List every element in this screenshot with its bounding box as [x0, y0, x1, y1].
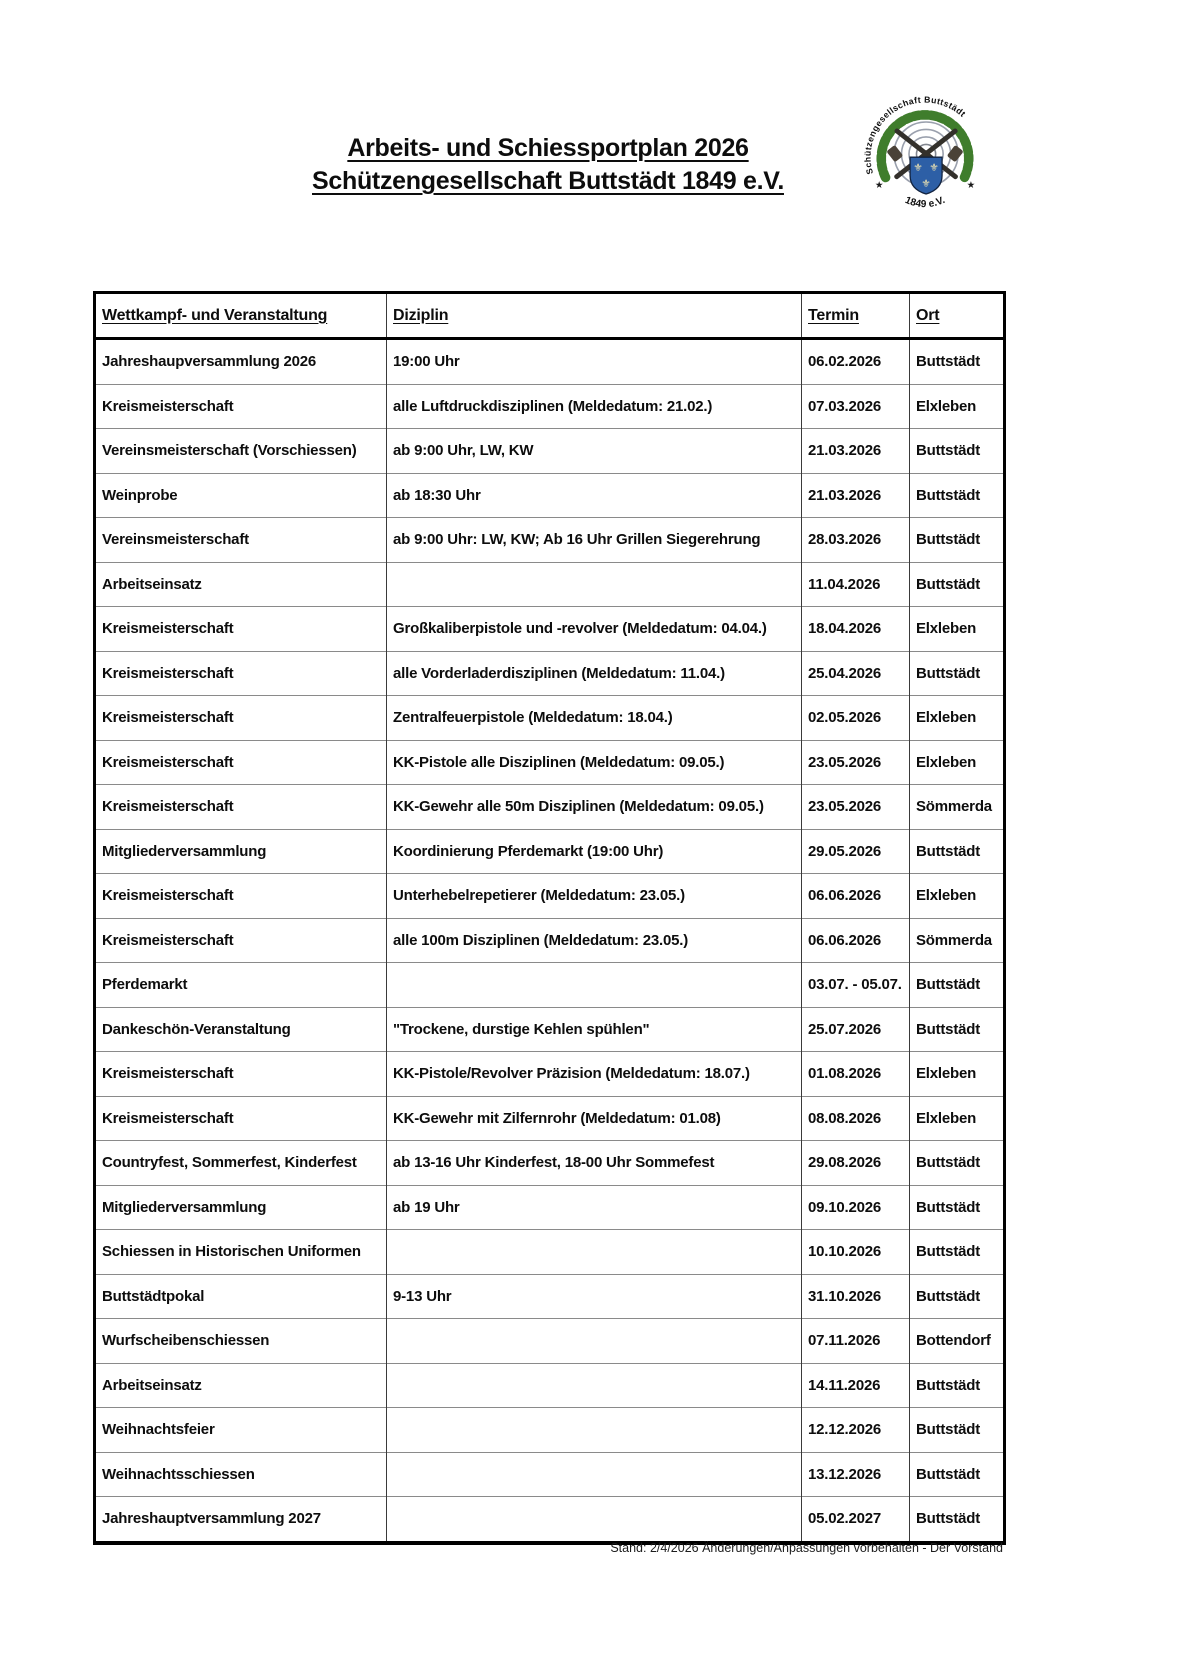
- termin-cell: 07.03.2026: [802, 384, 910, 429]
- diziplin-cell: 9-13 Uhr: [387, 1274, 802, 1319]
- svg-text:⚜: ⚜: [929, 161, 939, 175]
- table-row: [95, 1452, 1005, 1497]
- table-row: [95, 1408, 1005, 1453]
- termin-cell: 29.05.2026: [802, 829, 910, 874]
- termin-cell: 28.03.2026: [802, 518, 910, 563]
- col-header-event: Wettkampf- und Veranstaltung: [95, 293, 387, 339]
- event-cell: Countryfest, Sommerfest, Kinderfest: [95, 1141, 387, 1186]
- ort-cell: Elxleben: [910, 696, 1005, 741]
- diziplin-cell: KK-Gewehr mit Zilfernrohr (Meldedatum: 01.08): [387, 1096, 802, 1141]
- table-row: [95, 918, 1005, 963]
- termin-cell: 14.11.2026: [802, 1363, 910, 1408]
- table-row: [95, 829, 1005, 874]
- ort-cell: Elxleben: [910, 874, 1005, 919]
- table-row: [95, 785, 1005, 830]
- table-row: [95, 1007, 1005, 1052]
- ort-cell: Elxleben: [910, 607, 1005, 652]
- event-cell: Vereinsmeisterschaft: [95, 518, 387, 563]
- termin-cell: 06.02.2026: [802, 339, 910, 385]
- table-row: [95, 740, 1005, 785]
- ort-cell: Buttstädt: [910, 1363, 1005, 1408]
- event-cell: Kreismeisterschaft: [95, 1052, 387, 1097]
- ort-cell: Buttstädt: [910, 1452, 1005, 1497]
- col-header-termin: Termin: [802, 293, 910, 339]
- star-left-icon: ★: [874, 180, 884, 192]
- diziplin-cell: [387, 1363, 802, 1408]
- diziplin-cell: [387, 1230, 802, 1275]
- table-row: [95, 1052, 1005, 1097]
- diziplin-cell: ab 9:00 Uhr, LW, KW: [387, 429, 802, 474]
- termin-cell: 02.05.2026: [802, 696, 910, 741]
- shield-icon: [910, 157, 942, 194]
- termin-cell: 25.04.2026: [802, 651, 910, 696]
- table-row: [95, 963, 1005, 1008]
- termin-cell: 06.06.2026: [802, 918, 910, 963]
- diziplin-cell: alle 100m Disziplinen (Meldedatum: 23.05.): [387, 918, 802, 963]
- table-row: [95, 696, 1005, 741]
- event-cell: Weihnachtsfeier: [95, 1408, 387, 1453]
- diziplin-cell: ab 13-16 Uhr Kinderfest, 18-00 Uhr Sommefest: [387, 1141, 802, 1186]
- diziplin-cell: [387, 1452, 802, 1497]
- event-cell: Weihnachtsschiessen: [95, 1452, 387, 1497]
- ort-cell: Buttstädt: [910, 829, 1005, 874]
- diziplin-cell: KK-Pistole alle Disziplinen (Meldedatum: 09.05.): [387, 740, 802, 785]
- table-row: [95, 562, 1005, 607]
- termin-cell: 10.10.2026: [802, 1230, 910, 1275]
- diziplin-cell: Koordinierung Pferdemarkt (19:00 Uhr): [387, 829, 802, 874]
- table-row: [95, 1185, 1005, 1230]
- ort-cell: Sömmerda: [910, 785, 1005, 830]
- ort-cell: Buttstädt: [910, 651, 1005, 696]
- diziplin-cell: Unterhebelrepetierer (Meldedatum: 23.05.): [387, 874, 802, 919]
- ort-cell: Buttstädt: [910, 518, 1005, 563]
- termin-cell: 18.04.2026: [802, 607, 910, 652]
- diziplin-cell: [387, 562, 802, 607]
- event-cell: Kreismeisterschaft: [95, 918, 387, 963]
- table-row: [95, 1497, 1005, 1543]
- event-cell: Kreismeisterschaft: [95, 785, 387, 830]
- diziplin-cell: alle Vorderladerdisziplinen (Meldedatum: 11.04.): [387, 651, 802, 696]
- diziplin-cell: alle Luftdruckdisziplinen (Meldedatum: 21.02.): [387, 384, 802, 429]
- event-cell: Jahreshauptversammlung 2027: [95, 1497, 387, 1543]
- table-row: [95, 1363, 1005, 1408]
- event-cell: Buttstädtpokal: [95, 1274, 387, 1319]
- termin-cell: 29.08.2026: [802, 1141, 910, 1186]
- table-row: [95, 384, 1005, 429]
- ort-cell: Buttstädt: [910, 963, 1005, 1008]
- schedule-table: [93, 291, 1006, 1545]
- table-row: [95, 1230, 1005, 1275]
- star-right-icon: ★: [966, 180, 976, 192]
- ort-cell: Buttstädt: [910, 1007, 1005, 1052]
- ort-cell: Buttstädt: [910, 1497, 1005, 1543]
- termin-cell: 31.10.2026: [802, 1274, 910, 1319]
- col-header-diziplin: Diziplin: [387, 293, 802, 339]
- logo-ring-text: Schützengesellschaft Buttstädt: [862, 94, 968, 176]
- event-cell: Vereinsmeisterschaft (Vorschiessen): [95, 429, 387, 474]
- ort-cell: Buttstädt: [910, 429, 1005, 474]
- diziplin-cell: "Trockene, durstige Kehlen spühlen": [387, 1007, 802, 1052]
- event-cell: Arbeitseinsatz: [95, 1363, 387, 1408]
- ort-cell: Sömmerda: [910, 918, 1005, 963]
- termin-cell: 08.08.2026: [802, 1096, 910, 1141]
- footer-note: Stand: 2/4/2026 Änderungen/Anpassungen vorbehalten - Der Vorstand: [610, 1541, 1003, 1555]
- diziplin-cell: [387, 1497, 802, 1543]
- termin-cell: 07.11.2026: [802, 1319, 910, 1364]
- ort-cell: Elxleben: [910, 384, 1005, 429]
- termin-cell: 11.04.2026: [802, 562, 910, 607]
- termin-cell: 25.07.2026: [802, 1007, 910, 1052]
- table-header-row: [95, 293, 1005, 339]
- table-row: [95, 473, 1005, 518]
- ort-cell: Buttstädt: [910, 562, 1005, 607]
- ort-cell: Bottendorf: [910, 1319, 1005, 1364]
- event-cell: Jahreshaupversammlung 2026: [95, 339, 387, 385]
- ort-cell: Buttstädt: [910, 473, 1005, 518]
- termin-cell: 12.12.2026: [802, 1408, 910, 1453]
- table-row: [95, 1141, 1005, 1186]
- table-row: [95, 874, 1005, 919]
- diziplin-cell: [387, 1319, 802, 1364]
- termin-cell: 21.03.2026: [802, 473, 910, 518]
- diziplin-cell: Zentralfeuerpistole (Meldedatum: 18.04.): [387, 696, 802, 741]
- ort-cell: Buttstädt: [910, 339, 1005, 385]
- svg-text:⚜: ⚜: [921, 177, 931, 191]
- ort-cell: Buttstädt: [910, 1408, 1005, 1453]
- diziplin-cell: KK-Pistole/Revolver Präzision (Meldedatum: 18.07.): [387, 1052, 802, 1097]
- club-logo: [861, 90, 989, 218]
- table-row: [95, 429, 1005, 474]
- diziplin-cell: ab 19 Uhr: [387, 1185, 802, 1230]
- ort-cell: Elxleben: [910, 1052, 1005, 1097]
- ort-cell: Buttstädt: [910, 1141, 1005, 1186]
- table-row: [95, 607, 1005, 652]
- table-row: [95, 651, 1005, 696]
- event-cell: Arbeitseinsatz: [95, 562, 387, 607]
- table-row: [95, 1274, 1005, 1319]
- table-row: [95, 339, 1005, 385]
- termin-cell: 23.05.2026: [802, 740, 910, 785]
- diziplin-cell: ab 9:00 Uhr: LW, KW; Ab 16 Uhr Grillen Siegerehrung: [387, 518, 802, 563]
- diziplin-cell: [387, 963, 802, 1008]
- diziplin-cell: 19:00 Uhr: [387, 339, 802, 385]
- ort-cell: Buttstädt: [910, 1230, 1005, 1275]
- event-cell: Wurfscheibenschiessen: [95, 1319, 387, 1364]
- title-line-1: Arbeits- und Schiessportplan 2026: [347, 134, 749, 162]
- termin-cell: 03.07. - 05.07.: [802, 963, 910, 1008]
- event-cell: Mitgliederversammlung: [95, 829, 387, 874]
- event-cell: Schiessen in Historischen Uniformen: [95, 1230, 387, 1275]
- event-cell: Dankeschön-Veranstaltung: [95, 1007, 387, 1052]
- termin-cell: 05.02.2027: [802, 1497, 910, 1543]
- table-row: [95, 1096, 1005, 1141]
- termin-cell: 21.03.2026: [802, 429, 910, 474]
- logo-year-text: 1849 e.V.: [903, 194, 947, 211]
- termin-cell: 09.10.2026: [802, 1185, 910, 1230]
- event-cell: Kreismeisterschaft: [95, 607, 387, 652]
- col-header-ort: Ort: [910, 293, 1005, 339]
- termin-cell: 23.05.2026: [802, 785, 910, 830]
- event-cell: Pferdemarkt: [95, 963, 387, 1008]
- table-row: [95, 518, 1005, 563]
- termin-cell: 13.12.2026: [802, 1452, 910, 1497]
- diziplin-cell: [387, 1408, 802, 1453]
- event-cell: Kreismeisterschaft: [95, 740, 387, 785]
- ort-cell: Buttstädt: [910, 1185, 1005, 1230]
- svg-text:⚜: ⚜: [913, 161, 923, 175]
- event-cell: Kreismeisterschaft: [95, 1096, 387, 1141]
- diziplin-cell: ab 18:30 Uhr: [387, 473, 802, 518]
- event-cell: Kreismeisterschaft: [95, 651, 387, 696]
- ort-cell: Elxleben: [910, 1096, 1005, 1141]
- event-cell: Kreismeisterschaft: [95, 874, 387, 919]
- event-cell: Mitgliederversammlung: [95, 1185, 387, 1230]
- event-cell: Kreismeisterschaft: [95, 696, 387, 741]
- title-line-2: Schützengesellschaft Buttstädt 1849 e.V.: [312, 167, 784, 195]
- termin-cell: 06.06.2026: [802, 874, 910, 919]
- ort-cell: Buttstädt: [910, 1274, 1005, 1319]
- event-cell: Kreismeisterschaft: [95, 384, 387, 429]
- ort-cell: Elxleben: [910, 740, 1005, 785]
- event-cell: Weinprobe: [95, 473, 387, 518]
- termin-cell: 01.08.2026: [802, 1052, 910, 1097]
- diziplin-cell: Großkaliberpistole und -revolver (Meldedatum: 04.04.): [387, 607, 802, 652]
- table-row: [95, 1319, 1005, 1364]
- diziplin-cell: KK-Gewehr alle 50m Disziplinen (Meldedatum: 09.05.): [387, 785, 802, 830]
